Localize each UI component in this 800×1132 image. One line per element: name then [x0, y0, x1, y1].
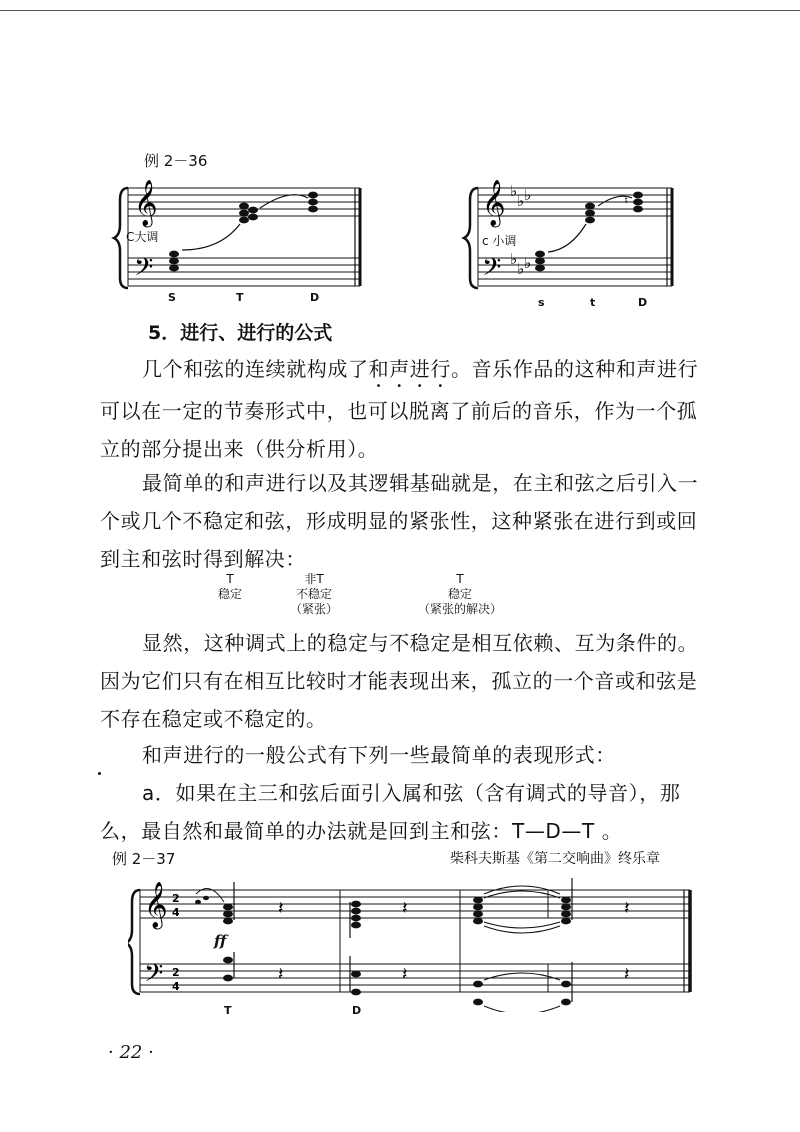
svg-text:2: 2 [172, 892, 180, 905]
chord-t-tied-1 [473, 897, 483, 1006]
diagram-col-3: T 稳定 （紧张的解决） [418, 572, 503, 616]
chord-d-bass [351, 971, 361, 996]
para1-text-rest: 。音乐作品的这种和声进行可以在一定的节奏形式中，也可以脱离了前后的音乐，作为一个孤立的部分提出来（供分析用）。 [100, 357, 699, 461]
dynamic-marking: ff [214, 932, 227, 950]
chord-s-minor [535, 251, 545, 272]
example-36-label: 例 2－36 [144, 152, 208, 170]
quarter-rest-icon: 𝄽 [402, 964, 408, 985]
section-heading: 5．进行、进行的公式 [148, 322, 333, 344]
chord-d-treble [351, 901, 361, 929]
svg-text:♭: ♭ [510, 182, 518, 200]
chord-t [239, 203, 258, 224]
svg-text:4: 4 [172, 980, 180, 993]
diagram-col-1: T 稳定 [218, 572, 243, 601]
function-d: D [310, 291, 320, 304]
svg-text:♭: ♭ [517, 192, 525, 210]
function-s: S [168, 291, 176, 304]
function-d-minor: D [638, 296, 648, 309]
key-label-major: C大调 [126, 230, 159, 244]
chord-t-treble [195, 896, 233, 925]
flat-icon [510, 182, 531, 278]
bass-clef-icon: 𝄢 [144, 959, 164, 994]
svg-text:♭: ♭ [524, 254, 532, 272]
bass-clef-icon: 𝄢 [134, 253, 154, 288]
svg-text:♭: ♭ [510, 250, 518, 268]
bass-clef-icon: 𝄢 [482, 253, 502, 288]
paragraph-5: a．如果在主三和弦后面引入属和弦（含有调式的导音），那么，最自然和最简单的办法就是回到主和弦：T—D—T 。 [100, 781, 681, 843]
treble-clef-icon: 𝄞 [134, 180, 158, 226]
paragraph-4: 和声进行的一般公式有下列一些最简单的表现形式： [142, 743, 616, 767]
chord-t-minor [585, 203, 595, 224]
svg-text:2: 2 [172, 966, 180, 979]
chord-t-bass [223, 957, 233, 982]
chord-d-minor [633, 192, 643, 213]
svg-text:4: 4 [172, 906, 180, 919]
top-rule [0, 10, 800, 11]
function-t-minor: t [590, 296, 596, 309]
example-37-label: 例 2－37 [112, 850, 176, 868]
svg-text:♭: ♭ [517, 260, 525, 278]
quarter-rest-icon: 𝄽 [624, 898, 630, 919]
paragraph-3: 显然，这种调式上的稳定与不稳定是相互依赖、互为条件的。因为它们只有在相互比较时才能表现出来，孤立的一个音或和弦是不存在稳定或不稳定的。 [100, 631, 699, 731]
quarter-rest-icon: 𝄽 [624, 964, 630, 985]
quarter-rest-icon: 𝄽 [278, 898, 284, 919]
function-s-minor: s [538, 296, 545, 309]
chord-s [169, 251, 179, 272]
paragraph-1 [100, 350, 710, 468]
para1-text: 几个和弦的连续就构成了 [142, 357, 369, 381]
time-signature [172, 892, 180, 993]
paragraph-2: 最简单的和声进行以及其逻辑基础就是，在主和弦之后引入一个或几个不稳定和弦，形成明显的紧张性，这种紧张在进行到或回到主和弦时得到解决： [100, 471, 699, 571]
function-t-37: T [224, 1004, 232, 1017]
chord-t-tied-2 [561, 897, 571, 1006]
chord-d [308, 192, 318, 213]
key-label-minor: c 小调 [482, 234, 517, 248]
example-37-attribution: 柴科夫斯基《第二交响曲》终乐章 [450, 851, 660, 867]
diagram-col-2: 非T 不稳定 （紧张） [290, 572, 339, 616]
page-number: · 22 · [108, 1042, 154, 1063]
treble-clef-icon: 𝄞 [482, 180, 506, 226]
function-d-37: D [352, 1004, 362, 1017]
function-t: T [236, 291, 244, 304]
svg-text:♮: ♮ [624, 194, 628, 207]
quarter-rest-icon: 𝄽 [402, 898, 408, 919]
quarter-rest-icon: 𝄽 [278, 964, 284, 985]
term-harmonic-progression: 和声进行 [368, 357, 452, 381]
svg-text:♭: ♭ [524, 186, 532, 204]
treble-clef-icon: 𝄞 [144, 882, 168, 928]
